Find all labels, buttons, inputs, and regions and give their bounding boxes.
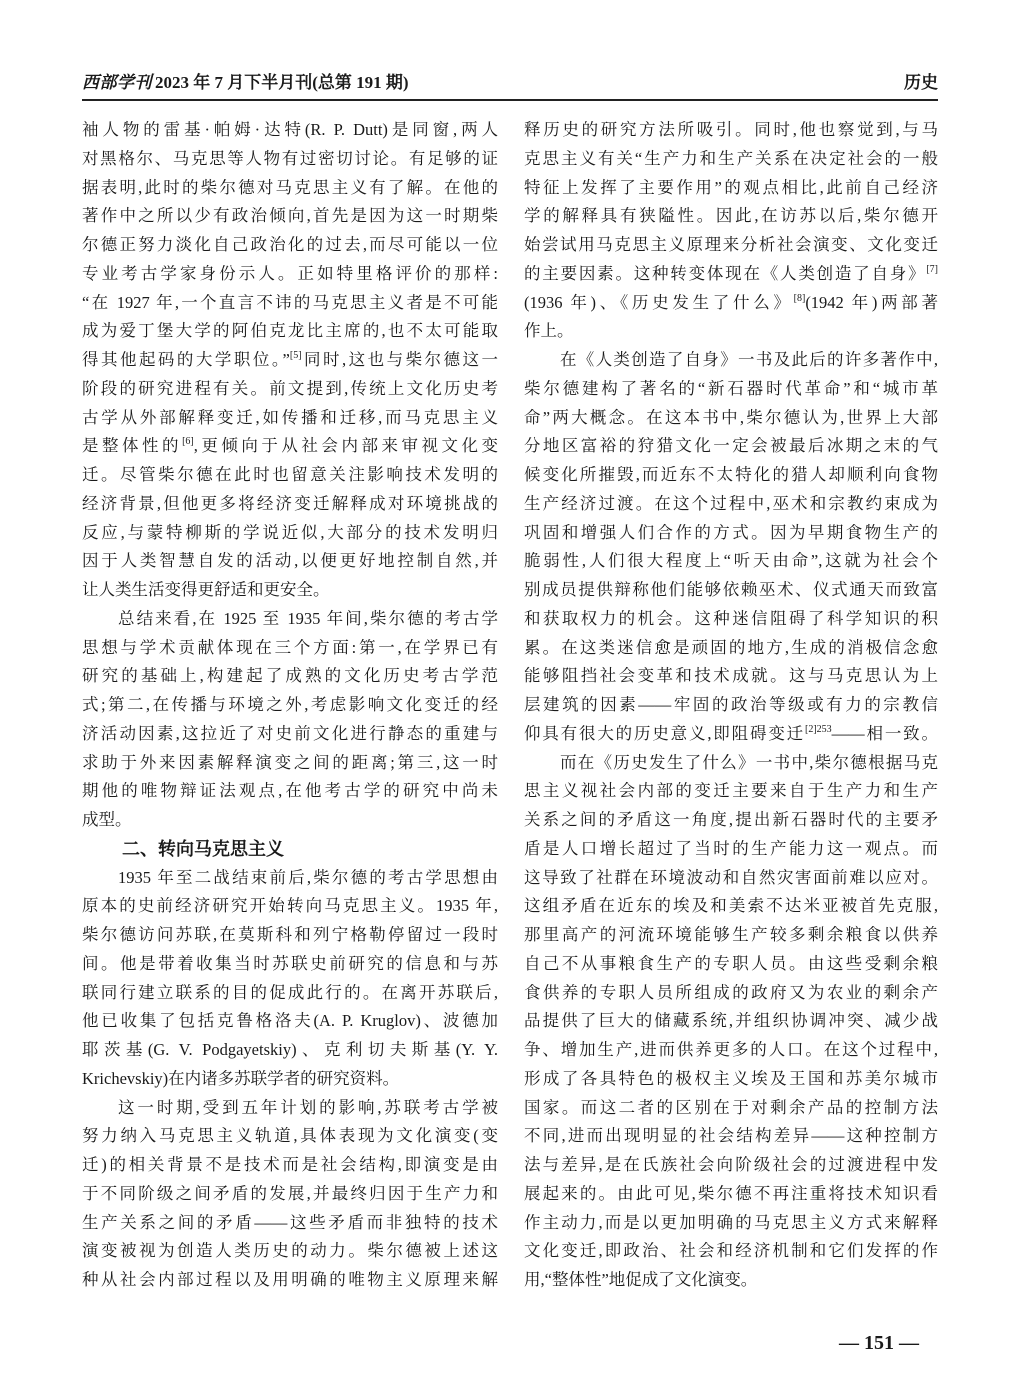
text-line: 候变化所摧毁,而近东不太特化的猎人却顺利向食物 [524,465,938,484]
paragraph [82,1094,498,1295]
text-line: Krichevskiy)在内诸多苏联学者的研究资料。 [82,1068,400,1088]
text-line: 品提供了巨大的储藏系统,并组织协调冲突、减少战 [524,1011,938,1031]
line-text: 仰具有很大的历史意义,即阻碍变迁 [524,723,805,743]
text-line: 努力纳入马克思主义轨道,具体表现为文化演变(变 [82,1126,498,1146]
line-text: 的主要因素。这种转变体现在《人类创造了自身》 [524,263,927,283]
text-line: 脆弱性,人们很大程度上“听天由命”,这就为社会个 [524,551,938,571]
text-line: 这一时期,受到五年计划的影响,苏联考古学被 [118,1097,498,1117]
right-column [524,116,938,1295]
line-text: (1942 年)两部著 [805,292,938,312]
line-text: 是整体性的 [82,436,183,456]
text-line: 原本的史前经济研究开始转向马克思主义。1935 年, [82,896,498,916]
text-line: 耶茨基(G. V. Podgayetskiy)、克利切夫斯基(Y. Y. [82,1040,498,1059]
text-line [524,720,938,749]
text-line: 袖人物的雷基·帕姆·达特(R. P. Dutt)是同窗,两人 [82,120,498,139]
text-line: 反应,与蒙特柳斯的学说近似,大部分的技术发明归 [82,522,498,542]
citation-ref: [6] [182,436,194,448]
text-line: 让人类生活变得更舒适和更安全。 [82,580,330,599]
text-line: 和获取权力的机会。这种迷信阻碍了科学知识的积 [524,608,938,628]
text-line: 释历史的研究方法所吸引。同时,他也察觉到,与马 [524,120,938,139]
paragraph [524,749,938,1295]
section-label: 历史 [904,73,938,92]
citation-ref: [2]253 [805,723,832,735]
text-line [524,260,938,289]
text-line: 著作中之所以少有政治倾向,首先是因为这一时期柴 [82,206,498,226]
text-line [82,432,498,461]
text-line: 成为爱丁堡大学的阿伯克龙比主席的,也不太可能取 [82,321,498,341]
text-line: “在 1927 年,一个直言不讳的马克思主义者是不可能 [82,292,498,312]
text-line: 1935 年至二战结束前后,柴尔德的考古学思想由 [118,867,498,887]
text-line: 思主义视社会内部的变迁主要来自于生产力和生产 [524,781,938,801]
page-number: — 151 — [839,1332,919,1354]
text-line: 这导致了社群在环境波动和自然灾害面前难以应对。 [524,867,938,887]
text-line: 研究的基础上,构建起了成熟的文化历史考古学范 [82,666,498,686]
left-column [82,116,498,1295]
text-line: 形成了各具特色的极权主义埃及王国和苏美尔城市 [524,1068,938,1088]
text-line: 不同,进而出现明显的社会结构差异——这种控制方 [524,1126,938,1146]
paragraph [82,116,498,605]
text-line: 成型。 [82,810,132,829]
text-line: 对黑格尔、马克思等人物有过密切讨论。有足够的证 [82,148,498,168]
text-line: 古学从外部解释变迁,如传播和迁移,而马克思主义 [82,407,498,427]
text-line: 柴尔德访问苏联,在莫斯科和列宁格勒停留过一段时 [82,925,498,944]
text-line [524,289,938,318]
text-line: 作主动力,而是以更加明确的马克思主义方式来解释 [524,1212,938,1232]
text-line: 别成员提供辩称他们能够依赖巫术、仪式通天而致富 [524,580,938,599]
text-line: 关系之间的矛盾这一角度,提出新石器时代的主要矛 [524,810,938,829]
text-line: 争、增加生产,进而供养更多的人口。在这个过程中, [524,1040,938,1059]
line-text: 得其他起码的大学职位。” [82,350,290,369]
text-line: 特征上发挥了主要作用”的观点相比,此前自己经济 [524,177,938,197]
text-line [82,346,498,375]
text-line: 自己不从事粮食生产的专职人员。由这些受剩余粮 [524,953,938,973]
text-line: 尔德正努力淡化自己政治化的过去,而尽可能以一位 [82,235,498,254]
text-line: 据表明,此时的柴尔德对马克思主义有了解。在他的 [82,177,498,197]
text-line: 在《人类创造了自身》一书及此后的许多著作中, [560,350,938,369]
text-line: 展起来的。由此可见,柴尔德不再注重将技术知识看 [524,1183,938,1203]
text-line: 文化变迁,即政治、社会和经济机制和它们发挥的作 [524,1241,938,1261]
text-line: 式;第二,在传播与环境之外,考虑影响文化变迁的经 [82,695,498,714]
issue-info: 2023 年 7 月下半月刊(总第 191 期) [155,73,409,92]
text-line: 而在《历史发生了什么》一书中,柴尔德根据马克 [560,752,938,772]
text-line: 作上。 [524,321,574,341]
line-text: ——相一致。 [831,723,939,743]
journal-logo: 西部学刊 [82,73,152,92]
text-line: 层建筑的因素——牢固的政治等级或有力的宗教信 [524,695,938,714]
text-line: 学的解释具有狭隘性。因此,在访苏以后,柴尔德开 [524,206,938,226]
text-line: 国家。而这二者的区别在于对剩余产品的控制方法 [524,1097,938,1117]
citation-ref: [5] [289,350,302,361]
line-text: ,更倾向于从社会内部来审视文化变 [193,436,499,456]
text-line: 克思主义有关“生产力和生产关系在决定社会的一般 [524,148,938,168]
text-line: 能够阻挡社会变革和技术成就。这与马克思认为上 [524,666,938,686]
text-line: 这组矛盾在近东的埃及和美索不达米亚被首先克服, [524,896,938,916]
text-line: 迁)的相关背景不是技术而是社会结构,即演变是由 [82,1155,498,1174]
text-line: 用,“整体性”地促成了文化演变。 [524,1270,758,1289]
text-line: 迁。尽管柴尔德在此时也留意关注影响技术发明的 [82,465,498,484]
text-line: 阶段的研究进程有关。前文提到,传统上文化历史考 [82,378,498,398]
text-line: 济活动因素,这拉近了对史前文化进行静态的重建与 [82,723,498,743]
section-heading: 二、转向马克思主义 [122,838,284,859]
text-line: 他已收集了包括克鲁格洛夫(A. P. Kruglov)、波德加 [82,1011,498,1031]
running-header [82,69,938,97]
citation-ref: [8] [793,292,806,304]
line-text: (1936 年)、《历史发生了什么》 [524,292,794,312]
text-line: 柴尔德建构了著名的“新石器时代革命”和“城市革 [524,378,938,398]
text-line: 生产经济过渡。在这个过程中,巫术和宗教约束成为 [524,493,938,513]
text-line: 种从社会内部过程以及用明确的唯物主义原理来解 [82,1270,498,1289]
text-line: 盾是人口增长超过了当时的生产能力这一观点。而 [524,838,938,858]
text-line: 那里高产的河流环境能够生产较多剩余粮食以供养 [524,925,938,944]
text-line: 期他的唯物辩证法观点,在他考古学的研究中尚未 [82,781,498,801]
citation-ref: [7] [926,263,938,275]
paragraph [82,605,498,835]
text-line: 巩固和增强人们合作的方式。因为早期食物生产的 [524,522,938,542]
text-line: 求助于外来因素解释演变之间的距离;第三,这一时 [82,752,498,772]
text-line: 经济背景,但他更多将经济变迁解释成对环境挑战的 [82,493,498,513]
text-line: 于不同阶级之间矛盾的发展,并最终归因于生产力和 [82,1183,498,1203]
text-line: 分地区富裕的狩猎文化一定会被最后冰期之末的气 [524,436,938,456]
text-line: 始尝试用马克思主义原理来分析社会演变、文化变迁 [524,235,938,254]
text-line: 食供养的专职人员所组成的政府又为农业的剩余产 [524,982,938,1002]
header-rule [82,99,938,101]
text-line: 命”两大概念。在这本书中,柴尔德认为,世界上大部 [524,407,938,427]
text-line: 累。在这类迷信愈是顽固的地方,生成的消极信念愈 [524,637,938,657]
text-line: 总结来看,在 1925 至 1935 年间,柴尔德的考古学 [118,608,498,628]
line-text: 同时,这也与柴尔德这一 [301,350,499,369]
text-line: 演变被视为创造人类历史的动力。柴尔德被上述这 [82,1241,498,1261]
paragraph [524,116,938,346]
paragraph [82,864,498,1094]
text-line: 联同行建立联系的目的促成此行的。在离开苏联后, [82,982,498,1002]
paragraph [524,346,938,749]
text-line: 因于人类智慧自发的活动,以便更好地控制自然,并 [82,551,498,571]
text-line: 生产关系之间的矛盾——这些矛盾而非独特的技术 [82,1212,498,1232]
text-line: 专业考古学家身份示人。正如特里格评价的那样: [82,263,498,283]
text-line: 间。他是带着收集当时苏联史前研究的信息和与苏 [82,953,498,973]
text-line: 法与差异,是在氏族社会向阶级社会的过渡进程中发 [524,1155,938,1174]
text-line: 思想与学术贡献体现在三个方面:第一,在学界已有 [82,637,498,657]
